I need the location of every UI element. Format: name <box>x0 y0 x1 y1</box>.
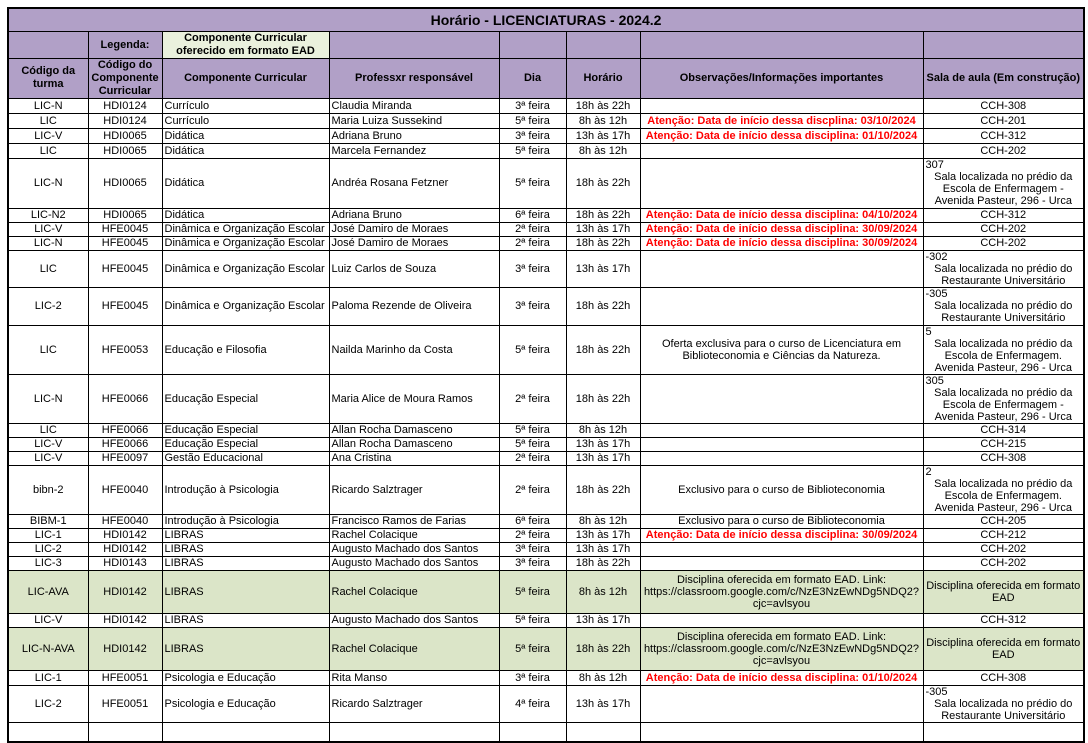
column-header-sala[interactable]: Sala de aula (Em construção) <box>923 58 1084 98</box>
table-row <box>8 528 1084 542</box>
cell-horario[interactable]: 8h às 12h <box>566 570 640 613</box>
cell-empty[interactable] <box>566 722 640 742</box>
cell-codigo[interactable]: HFE0097 <box>88 451 162 465</box>
cell-sala[interactable]: CCH-308 <box>923 451 1084 465</box>
cell-sala[interactable]: CCH-202 <box>923 143 1084 158</box>
cell-codigo[interactable]: HFE0053 <box>88 325 162 374</box>
cell-turma[interactable]: LIC-V <box>8 222 88 236</box>
cell-professor[interactable]: Augusto Machado dos Santos <box>329 556 499 570</box>
cell-turma[interactable]: LIC-2 <box>8 542 88 556</box>
cell-horario[interactable]: 18h às 22h <box>566 158 640 208</box>
cell-horario[interactable]: 13h às 17h <box>566 685 640 722</box>
cell-componente[interactable]: Currículo <box>162 113 329 128</box>
cell-empty[interactable] <box>8 722 88 742</box>
page-title[interactable]: Horário - LICENCIATURAS - 2024.2 <box>8 8 1084 31</box>
cell-obs[interactable]: Atenção: Data de início dessa disciplina: 30/09/2024 <box>640 236 923 250</box>
room-number: 5 <box>925 325 932 338</box>
cell-turma[interactable]: LIC-1 <box>8 670 88 685</box>
column-header-professor[interactable]: Professxr responsável <box>329 58 499 98</box>
cell-componente[interactable]: LIBRAS <box>162 627 329 670</box>
cell-obs[interactable] <box>640 423 923 437</box>
cell-codigo[interactable]: HDI0124 <box>88 113 162 128</box>
room-description: Sala localizada no prédio da Escola de Enfermagem. Avenida Pasteur, 296 - Urca <box>934 337 1073 374</box>
legend-ead-swatch[interactable]: Componente Curricular oferecido em formato EAD <box>162 31 329 58</box>
cell-sala[interactable] <box>923 158 1084 208</box>
cell-horario[interactable]: 8h às 12h <box>566 143 640 158</box>
cell-sala[interactable] <box>923 374 1084 423</box>
cell-obs[interactable] <box>640 613 923 627</box>
column-header-observacoes[interactable]: Observações/Informações importantes <box>640 58 923 98</box>
cell-obs[interactable] <box>640 556 923 570</box>
table-row <box>8 325 1084 374</box>
cell-codigo[interactable]: HDI0142 <box>88 613 162 627</box>
table-row <box>8 670 1084 685</box>
cell-sala[interactable]: CCH-205 <box>923 514 1084 528</box>
cell-turma[interactable]: LIC-3 <box>8 556 88 570</box>
cell-professor[interactable]: Maria Luiza Sussekind <box>329 113 499 128</box>
cell-dia[interactable]: 3ª feira <box>499 670 566 685</box>
cell-turma[interactable]: LIC-2 <box>8 287 88 325</box>
cell-dia[interactable]: 4ª feira <box>499 685 566 722</box>
room-description: Sala localizada no prédio do Restaurante Universitário <box>934 300 1073 324</box>
cell-codigo[interactable]: HDI0065 <box>88 208 162 222</box>
cell-sala[interactable]: CCH-312 <box>923 128 1084 143</box>
cell-horario[interactable]: 18h às 22h <box>566 287 640 325</box>
cell-sala[interactable] <box>923 325 1084 374</box>
cell-componente[interactable]: Didática <box>162 128 329 143</box>
cell-sala[interactable]: CCH-312 <box>923 613 1084 627</box>
cell-componente[interactable]: Currículo <box>162 98 329 113</box>
cell-professor[interactable]: Maria Alice de Moura Ramos <box>329 374 499 423</box>
cell-sala[interactable]: Disciplina oferecida em formato EAD <box>923 627 1084 670</box>
cell-empty[interactable] <box>640 722 923 742</box>
room-number: -302 <box>925 250 948 263</box>
cell-componente[interactable]: LIBRAS <box>162 528 329 542</box>
cell-obs[interactable] <box>640 374 923 423</box>
cell-turma[interactable]: LIC-N <box>8 374 88 423</box>
cell-turma[interactable]: LIC-N-AVA <box>8 627 88 670</box>
room-description: Sala localizada no prédio do Restaurante Universitário <box>934 262 1073 287</box>
cell-codigo[interactable]: HDI0065 <box>88 143 162 158</box>
cell-professor[interactable]: Claudia Miranda <box>329 98 499 113</box>
cell-horario[interactable]: 8h às 12h <box>566 113 640 128</box>
cell-turma[interactable]: LIC-1 <box>8 528 88 542</box>
cell-componente[interactable]: Psicologia e Educação <box>162 685 329 722</box>
cell-turma[interactable]: LIC-N2 <box>8 208 88 222</box>
cell-componente[interactable]: Educação Especial <box>162 437 329 451</box>
cell-horario[interactable]: 18h às 22h <box>566 627 640 670</box>
cell-codigo[interactable]: HDI0143 <box>88 556 162 570</box>
cell-horario[interactable]: 8h às 12h <box>566 423 640 437</box>
room-number: 2 <box>925 465 932 478</box>
cell-obs[interactable] <box>640 451 923 465</box>
cell-dia[interactable]: 6ª feira <box>499 208 566 222</box>
cell-codigo[interactable]: HFE0045 <box>88 287 162 325</box>
cell-componente[interactable]: Educação Especial <box>162 374 329 423</box>
cell-componente[interactable]: Dinâmica e Organização Escolar <box>162 250 329 287</box>
cell-turma[interactable]: BIBM-1 <box>8 514 88 528</box>
room-description: Sala localizada no prédio da Escola de Enfermagem - Avenida Pasteur, 296 - Urca <box>934 386 1073 423</box>
cell-obs[interactable]: Disciplina oferecida em formato EAD. Link: https://classroom.google.com/c/NzE3NzEwNDg5NDQ2?cjc=avlsyou <box>640 627 923 670</box>
cell-sala[interactable]: CCH-202 <box>923 556 1084 570</box>
cell-dia[interactable]: 3ª feira <box>499 128 566 143</box>
title-row <box>8 8 1084 31</box>
cell-obs[interactable] <box>640 287 923 325</box>
cell-horario[interactable]: 13h às 17h <box>566 222 640 236</box>
column-header-codigo[interactable]: Código do Componente Curricular <box>88 58 162 98</box>
cell-dia[interactable]: 2ª feira <box>499 374 566 423</box>
table-row <box>8 143 1084 158</box>
room-description: Sala localizada no prédio da Escola de Enfermagem - Avenida Pasteur, 296 - Urca <box>934 171 1073 207</box>
cell-dia[interactable]: 5ª feira <box>499 143 566 158</box>
cell-sala[interactable]: CCH-201 <box>923 113 1084 128</box>
schedule-table <box>7 7 1085 743</box>
cell-dia[interactable]: 5ª feira <box>499 627 566 670</box>
cell-turma[interactable]: LIC-V <box>8 451 88 465</box>
table-row <box>8 236 1084 250</box>
cell-sala[interactable]: Disciplina oferecida em formato EAD <box>923 570 1084 613</box>
table-row <box>8 98 1084 113</box>
cell-professor[interactable]: Ana Cristina <box>329 451 499 465</box>
cell-dia[interactable]: 5ª feira <box>499 437 566 451</box>
cell-dia[interactable]: 5ª feira <box>499 613 566 627</box>
cell-componente[interactable]: Gestão Educacional <box>162 451 329 465</box>
cell-codigo[interactable]: HFE0051 <box>88 685 162 722</box>
table-row <box>8 208 1084 222</box>
table-row <box>8 222 1084 236</box>
cell-obs[interactable]: Disciplina oferecida em formato EAD. Link: https://classroom.google.com/c/NzE3NzEwNDg5NDQ2?cjc=avlsyou <box>640 570 923 613</box>
cell-obs[interactable] <box>640 542 923 556</box>
cell-horario[interactable]: 18h às 22h <box>566 465 640 514</box>
room-number: -305 <box>925 685 948 698</box>
table-row <box>8 542 1084 556</box>
cell-dia[interactable]: 2ª feira <box>499 236 566 250</box>
cell-dia[interactable]: 5ª feira <box>499 423 566 437</box>
cell-professor[interactable]: Adriana Bruno <box>329 208 499 222</box>
cell-turma[interactable]: LIC <box>8 325 88 374</box>
cell-codigo[interactable]: HFE0066 <box>88 423 162 437</box>
cell-turma[interactable]: LIC-V <box>8 437 88 451</box>
column-header-dia[interactable]: Dia <box>499 58 566 98</box>
cell-horario[interactable]: 13h às 17h <box>566 437 640 451</box>
cell-professor[interactable]: Rachel Colacique <box>329 570 499 613</box>
table-row <box>8 570 1084 613</box>
legend-empty-cell[interactable] <box>923 31 1084 58</box>
cell-sala[interactable]: CCH-308 <box>923 670 1084 685</box>
table-row <box>8 437 1084 451</box>
cell-sala[interactable]: CCH-215 <box>923 437 1084 451</box>
cell-sala[interactable] <box>923 250 1084 287</box>
cell-dia[interactable]: 2ª feira <box>499 465 566 514</box>
cell-obs[interactable] <box>640 250 923 287</box>
room-number: 305 <box>925 374 944 387</box>
legend-empty-cell[interactable] <box>566 31 640 58</box>
cell-turma[interactable]: bibn-2 <box>8 465 88 514</box>
cell-turma[interactable]: LIC-V <box>8 128 88 143</box>
cell-turma[interactable]: LIC <box>8 250 88 287</box>
column-header-turma[interactable]: Código da turma <box>8 58 88 98</box>
cell-obs[interactable]: Atenção: Data de início dessa disciplina: 30/09/2024 <box>640 528 923 542</box>
cell-componente[interactable]: Didática <box>162 143 329 158</box>
cell-componente[interactable]: LIBRAS <box>162 570 329 613</box>
cell-sala[interactable]: CCH-312 <box>923 208 1084 222</box>
cell-professor[interactable]: José Damiro de Moraes <box>329 222 499 236</box>
cell-componente[interactable]: Introdução à Psicologia <box>162 514 329 528</box>
legend-label[interactable]: Legenda: <box>88 31 162 58</box>
cell-dia[interactable]: 3ª feira <box>499 98 566 113</box>
cell-professor[interactable]: Allan Rocha Damasceno <box>329 437 499 451</box>
cell-obs[interactable]: Oferta exclusiva para o curso de Licenciatura em Biblioteconomia e Ciências da Natureza. <box>640 325 923 374</box>
cell-professor[interactable]: Nailda Marinho da Costa <box>329 325 499 374</box>
cell-componente[interactable]: Educação Especial <box>162 423 329 437</box>
cell-componente[interactable]: Dinâmica e Organização Escolar <box>162 287 329 325</box>
cell-professor[interactable]: Ricardo Salztrager <box>329 685 499 722</box>
cell-professor[interactable]: José Damiro de Moraes <box>329 236 499 250</box>
cell-componente[interactable]: Educação e Filosofia <box>162 325 329 374</box>
cell-professor[interactable]: Rita Manso <box>329 670 499 685</box>
cell-professor[interactable]: Rachel Colacique <box>329 528 499 542</box>
table-row <box>8 374 1084 423</box>
cell-codigo[interactable]: HDI0065 <box>88 158 162 208</box>
cell-dia[interactable]: 5ª feira <box>499 325 566 374</box>
cell-professor[interactable]: Augusto Machado dos Santos <box>329 542 499 556</box>
cell-codigo[interactable]: HFE0045 <box>88 250 162 287</box>
room-description: Sala localizada no prédio do Restaurante Universitário <box>934 697 1073 722</box>
cell-obs[interactable]: Exclusivo para o curso de Biblioteconomia <box>640 465 923 514</box>
cell-sala[interactable]: CCH-202 <box>923 542 1084 556</box>
table-row <box>8 465 1084 514</box>
cell-dia[interactable]: 5ª feira <box>499 158 566 208</box>
cell-turma[interactable]: LIC-N <box>8 98 88 113</box>
cell-horario[interactable]: 13h às 17h <box>566 542 640 556</box>
cell-componente[interactable]: Didática <box>162 158 329 208</box>
cell-obs[interactable] <box>640 143 923 158</box>
cell-componente[interactable]: Didática <box>162 208 329 222</box>
cell-dia[interactable]: 3ª feira <box>499 542 566 556</box>
cell-horario[interactable]: 18h às 22h <box>566 325 640 374</box>
cell-empty[interactable] <box>329 722 499 742</box>
cell-professor[interactable]: Marcela Fernandez <box>329 143 499 158</box>
cell-sala[interactable] <box>923 465 1084 514</box>
cell-professor[interactable]: Paloma Rezende de Oliveira <box>329 287 499 325</box>
header-row <box>8 58 1084 98</box>
cell-obs[interactable] <box>640 158 923 208</box>
cell-obs[interactable]: Exclusivo para o curso de Biblioteconomia <box>640 514 923 528</box>
cell-horario[interactable]: 13h às 17h <box>566 613 640 627</box>
cell-obs[interactable]: Atenção: Data de início dessa disciplina: 01/10/2024 <box>640 128 923 143</box>
cell-horario[interactable]: 13h às 17h <box>566 128 640 143</box>
room-number: -305 <box>925 288 948 300</box>
cell-professor[interactable]: Ricardo Salztrager <box>329 465 499 514</box>
cell-codigo[interactable]: HFE0045 <box>88 236 162 250</box>
cell-sala[interactable] <box>923 287 1084 325</box>
cell-sala[interactable] <box>923 685 1084 722</box>
cell-turma[interactable]: LIC-V <box>8 613 88 627</box>
cell-sala[interactable]: CCH-308 <box>923 98 1084 113</box>
cell-professor[interactable]: Allan Rocha Damasceno <box>329 423 499 437</box>
cell-dia[interactable]: 2ª feira <box>499 222 566 236</box>
cell-dia[interactable]: 5ª feira <box>499 113 566 128</box>
table-row <box>8 113 1084 128</box>
cell-horario[interactable]: 18h às 22h <box>566 208 640 222</box>
cell-obs[interactable] <box>640 685 923 722</box>
cell-codigo[interactable]: HFE0051 <box>88 670 162 685</box>
cell-turma[interactable]: LIC <box>8 143 88 158</box>
cell-codigo[interactable]: HDI0124 <box>88 98 162 113</box>
cell-codigo[interactable]: HFE0066 <box>88 437 162 451</box>
table-row <box>8 514 1084 528</box>
cell-dia[interactable]: 3ª feira <box>499 556 566 570</box>
cell-codigo[interactable]: HDI0142 <box>88 528 162 542</box>
cell-codigo[interactable]: HFE0045 <box>88 222 162 236</box>
table-row <box>8 158 1084 208</box>
cell-professor[interactable]: Andréa Rosana Fetzner <box>329 158 499 208</box>
cell-turma[interactable]: LIC-N <box>8 236 88 250</box>
cell-codigo[interactable]: HDI0142 <box>88 542 162 556</box>
cell-componente[interactable]: LIBRAS <box>162 556 329 570</box>
cell-codigo[interactable]: HFE0066 <box>88 374 162 423</box>
cell-empty[interactable] <box>162 722 329 742</box>
table-row <box>8 287 1084 325</box>
cell-turma[interactable]: LIC <box>8 113 88 128</box>
room-number: 307 <box>925 159 944 171</box>
table-row <box>8 128 1084 143</box>
cell-turma[interactable]: LIC-AVA <box>8 570 88 613</box>
table-row <box>8 250 1084 287</box>
room-description: Sala localizada no prédio da Escola de Enfermagem. Avenida Pasteur, 296 - Urca <box>934 477 1073 514</box>
table-row <box>8 627 1084 670</box>
cell-codigo[interactable]: HDI0142 <box>88 570 162 613</box>
cell-horario[interactable]: 8h às 12h <box>566 514 640 528</box>
spreadsheet <box>7 7 1085 743</box>
cell-sala[interactable]: CCH-212 <box>923 528 1084 542</box>
cell-codigo[interactable]: HDI0142 <box>88 627 162 670</box>
cell-obs[interactable] <box>640 437 923 451</box>
table-row <box>8 613 1084 627</box>
cell-obs[interactable]: Atenção: Data de início dessa disciplina: 30/09/2024 <box>640 222 923 236</box>
column-header-componente[interactable]: Componente Curricular <box>162 58 329 98</box>
cell-obs[interactable]: Atenção: Data de início dessa disciplina: 04/10/2024 <box>640 208 923 222</box>
cell-componente[interactable]: LIBRAS <box>162 613 329 627</box>
cell-sala[interactable]: CCH-202 <box>923 236 1084 250</box>
cell-sala[interactable]: CCH-314 <box>923 423 1084 437</box>
cell-obs[interactable]: Atenção: Data de início dessa discplina: 03/10/2024 <box>640 113 923 128</box>
cell-professor[interactable]: Francisco Ramos de Farias <box>329 514 499 528</box>
cell-componente[interactable]: Dinâmica e Organização Escolar <box>162 236 329 250</box>
table-row <box>8 556 1084 570</box>
cell-componente[interactable]: Introdução à Psicologia <box>162 465 329 514</box>
cell-dia[interactable]: 2ª feira <box>499 451 566 465</box>
table-row <box>8 451 1084 465</box>
table-row <box>8 685 1084 722</box>
cell-horario[interactable]: 8h às 12h <box>566 670 640 685</box>
cell-empty[interactable] <box>499 722 566 742</box>
cell-obs[interactable]: Atenção: Data de início dessa disciplina: 01/10/2024 <box>640 670 923 685</box>
cell-turma[interactable]: LIC-2 <box>8 685 88 722</box>
cell-dia[interactable]: 5ª feira <box>499 570 566 613</box>
cell-horario[interactable]: 18h às 22h <box>566 556 640 570</box>
cell-turma[interactable]: LIC-N <box>8 158 88 208</box>
cell-codigo[interactable]: HDI0065 <box>88 128 162 143</box>
cell-componente[interactable]: Dinâmica e Organização Escolar <box>162 222 329 236</box>
cell-horario[interactable]: 18h às 22h <box>566 98 640 113</box>
column-header-horario[interactable]: Horário <box>566 58 640 98</box>
cell-sala[interactable]: CCH-202 <box>923 222 1084 236</box>
cell-dia[interactable]: 3ª feira <box>499 287 566 325</box>
cell-codigo[interactable]: HFE0040 <box>88 465 162 514</box>
cell-empty[interactable] <box>88 722 162 742</box>
cell-dia[interactable]: 2ª feira <box>499 528 566 542</box>
cell-turma[interactable]: LIC <box>8 423 88 437</box>
cell-codigo[interactable]: HFE0040 <box>88 514 162 528</box>
legend-empty-cell[interactable] <box>329 31 499 58</box>
cell-professor[interactable]: Luiz Carlos de Souza <box>329 250 499 287</box>
cell-empty[interactable] <box>923 722 1084 742</box>
legend-empty-cell[interactable] <box>8 31 88 58</box>
cell-componente[interactable]: Psicologia e Educação <box>162 670 329 685</box>
cell-componente[interactable]: LIBRAS <box>162 542 329 556</box>
cell-obs[interactable] <box>640 98 923 113</box>
legend-empty-cell[interactable] <box>640 31 923 58</box>
legend-row <box>8 31 1084 58</box>
cell-horario[interactable]: 18h às 22h <box>566 374 640 423</box>
table-row <box>8 423 1084 437</box>
legend-empty-cell[interactable] <box>499 31 566 58</box>
table-row <box>8 722 1084 742</box>
cell-horario[interactable]: 13h às 17h <box>566 528 640 542</box>
cell-professor[interactable]: Rachel Colacique <box>329 627 499 670</box>
cell-dia[interactable]: 6ª feira <box>499 514 566 528</box>
cell-professor[interactable]: Augusto Machado dos Santos <box>329 613 499 627</box>
cell-horario[interactable]: 13h às 17h <box>566 250 640 287</box>
cell-dia[interactable]: 3ª feira <box>499 250 566 287</box>
cell-professor[interactable]: Adriana Bruno <box>329 128 499 143</box>
cell-horario[interactable]: 18h às 22h <box>566 236 640 250</box>
cell-horario[interactable]: 13h às 17h <box>566 451 640 465</box>
